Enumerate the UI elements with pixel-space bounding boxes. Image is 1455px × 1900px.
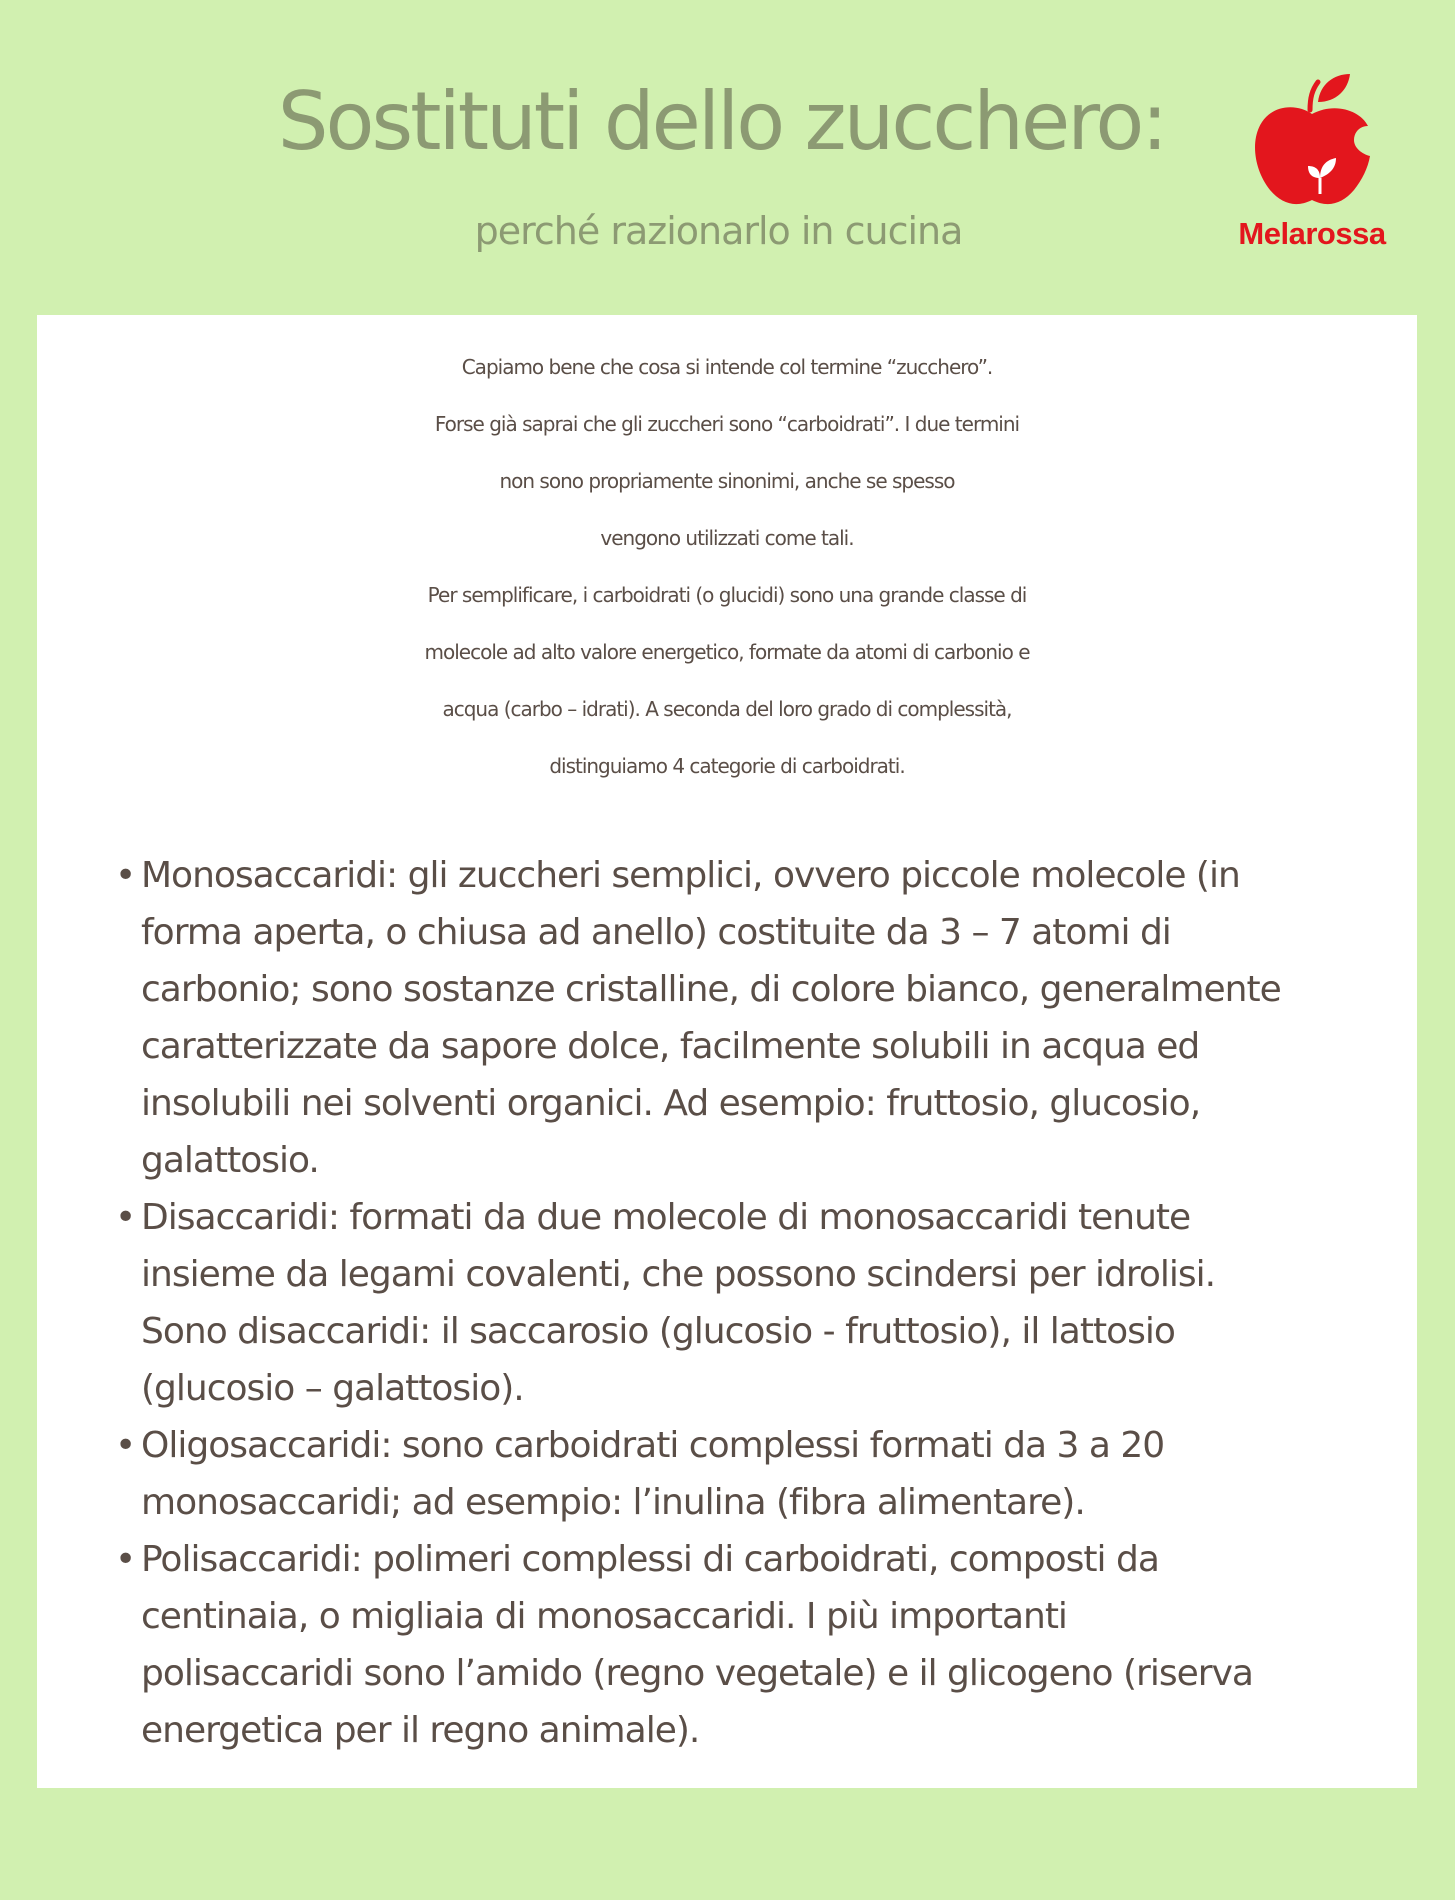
list-item-polisaccaridi bbox=[37, 1531, 1417, 1759]
list-item-line: centinaia, o migliaia di monosaccaridi. I più importanti bbox=[141, 1596, 1067, 1637]
list-item-line: insieme da legami covalenti, che possono scindersi per idrolisi. bbox=[141, 1254, 1216, 1295]
list-item-line: Disaccaridi: formati da due molecole di monosaccaridi tenute bbox=[141, 1197, 1191, 1238]
intro-line: Capiamo bene che cosa si intende col termine “zucchero”. bbox=[461, 355, 993, 379]
melarossa-logo bbox=[1222, 70, 1402, 260]
apple-icon bbox=[1250, 70, 1374, 210]
bullet: • bbox=[115, 1539, 136, 1580]
list-item-line: insolubili nei solventi organici. Ad esempio: fruttosio, glucosio, bbox=[141, 1083, 1201, 1124]
intro-line: vengono utilizzati come tali. bbox=[600, 526, 854, 550]
list-item-line: Sono disaccaridi: il saccarosio (glucosio - fruttosio), il lattosio bbox=[141, 1311, 1175, 1352]
logo-text: Melarossa bbox=[1238, 216, 1386, 251]
header bbox=[0, 0, 1455, 300]
list-item-disaccaridi bbox=[37, 1189, 1417, 1417]
list-item-line: carbonio; sono sostanze cristalline, di colore bianco, generalmente bbox=[141, 969, 1281, 1010]
intro-line: non sono propriamente sinonimi, anche se spesso bbox=[499, 469, 955, 493]
intro-line: molecole ad alto valore energetico, formate da atomi di carbonio e bbox=[424, 640, 1030, 664]
list-item-line: forma aperta, o chiusa ad anello) costituite da 3 – 7 atomi di bbox=[141, 912, 1171, 953]
list-item-line: (glucosio – galattosio). bbox=[141, 1368, 524, 1409]
list-item-line: Oligosaccaridi: sono carboidrati complessi formati da 3 a 20 bbox=[141, 1425, 1165, 1466]
bullet: • bbox=[115, 1425, 136, 1466]
list-item-line: polisaccaridi sono l’amido (regno vegetale) e il glicogeno (riserva bbox=[141, 1653, 1253, 1694]
list-item-line: Monosaccaridi: gli zuccheri semplici, ovvero piccole molecole (in bbox=[141, 855, 1240, 896]
list-item-line: galattosio. bbox=[141, 1140, 319, 1181]
intro-paragraph bbox=[37, 339, 1417, 795]
intro-line: acqua (carbo – idrati). A seconda del loro grado di complessità, bbox=[442, 697, 1012, 721]
content-card bbox=[37, 315, 1417, 1788]
list-item-line: caratterizzate da sapore dolce, facilmente solubili in acqua ed bbox=[141, 1026, 1200, 1067]
list-item-oligosaccaridi bbox=[37, 1417, 1417, 1531]
page-title: Sostituti dello zucchero: bbox=[277, 75, 1166, 168]
intro-line: distinguiamo 4 categorie di carboidrati. bbox=[549, 754, 905, 778]
intro-line: Forse già saprai che gli zuccheri sono “carboidrati”. I due termini bbox=[434, 412, 1020, 436]
page-subtitle: perché razionarlo in cucina bbox=[474, 209, 963, 253]
carbohydrate-list bbox=[37, 847, 1417, 1759]
list-item-line: Polisaccaridi: polimeri complessi di carboidrati, composti da bbox=[141, 1539, 1159, 1580]
bullet: • bbox=[115, 1197, 136, 1238]
bullet: • bbox=[115, 855, 136, 896]
list-item-line: energetica per il regno animale). bbox=[141, 1710, 700, 1751]
list-item-monosaccaridi bbox=[37, 847, 1417, 1189]
intro-line: Per semplificare, i carboidrati (o glucidi) sono una grande classe di bbox=[427, 583, 1027, 607]
list-item-line: monosaccaridi; ad esempio: l’inulina (fibra alimentare). bbox=[141, 1482, 1085, 1523]
